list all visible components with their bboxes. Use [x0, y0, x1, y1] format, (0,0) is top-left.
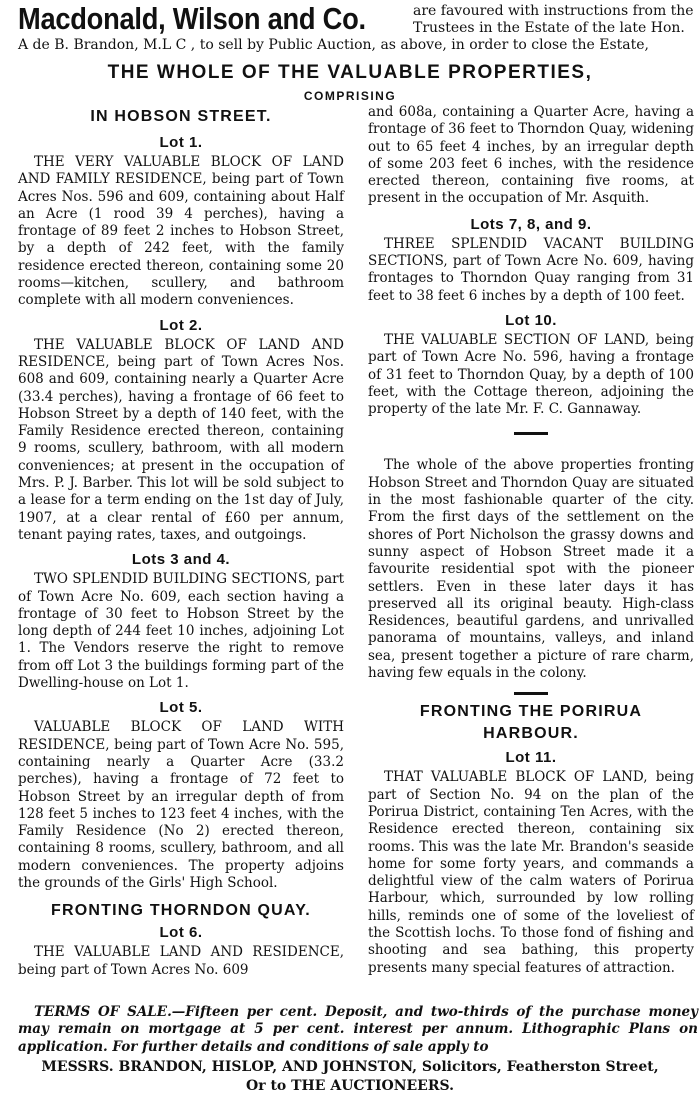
lot-heading: Lot 11. — [505, 749, 557, 767]
intro-text-line1: are favoured with instructions from the Trustees in the Estate of the late Hon. — [413, 3, 694, 36]
lot-heading: Lot 6. — [159, 924, 203, 942]
lot-description: THE VALUABLE LAND AND RESIDENCE, being part of Town Acres No. 609 — [18, 944, 344, 978]
right-column — [368, 104, 694, 977]
divider-rule — [514, 432, 548, 435]
lot-description: TWO SPLENDID BUILDING SECTIONS, part of Town Acre No. 609, each section having a frontage of 30 feet to Hobson Street by the long depth of 244 feet 10 inches, adjoining Lot 1. The Vendors reserve the right to remove from off Lot 3 the buildings forming part of the Dwelling-house on Lot 1. — [18, 571, 344, 692]
lot-heading: Lot 5. — [159, 699, 203, 717]
lot-heading: Lot 1. — [159, 134, 203, 151]
lot-heading: Lot 2. — [159, 316, 203, 334]
lot-description: VALUABLE BLOCK OF LAND WITH RESIDENCE, being part of Town Acre No. 595, containing nearly a Quarter Acre (33.2 perches), having a frontage of 72 feet to Hobson Street by an irregular depth of from 128 feet 5 inches to 123 feet 4 inches, with the Family Residence (No 2) erected thereon, containing 8 rooms, scullery, bathroom, and all modern conveniences. The property adjoins the grounds of the Girls' High School. — [18, 719, 344, 891]
lot-description-continued: and 608a, containing a Quarter Acre, having a frontage of 36 feet to Thorndon Quay, widening out to 65 feet 4 inches, by an irregular depth of some 203 feet 6 inches, with the residence erected thereon, containing five rooms, at present in the occupation of Mr. Asquith. — [368, 104, 694, 207]
section-heading-thorndon: FRONTING THORNDON QUAY. — [51, 902, 311, 920]
intro-text-line2: A de B. Brandon, M.L C , to sell by Public Auction, as above, in order to close the Estate, — [18, 37, 650, 53]
lot-heading: Lots 7, 8, and 9. — [470, 215, 592, 233]
header — [18, 2, 698, 42]
lot-description: THAT VALUABLE BLOCK OF LAND, being part of Section No. 94 on the plan of the Porirua District, containing Ten Acres, with the Residence erected thereon, containing six rooms. This was the late Mr. Brandon's seaside home for some forty years, and commands a delightful view of the calm waters of Porirua Harbour, which, surrounded by low rolling hills, reminds one of some of the loveliest of the Scottish lochs. To those fond of fishing and shooting and sea bathing, this property presents many special features of attraction. — [368, 769, 694, 976]
page-title: THE WHOLE OF THE VALUABLE PROPERTIES, — [107, 62, 593, 83]
lot-heading: Lot 10. — [505, 311, 557, 329]
solicitors-line: MESSRS. BRANDON, HISLOP, AND JOHNSTON, Solicitors, Featherston Street, — [41, 1059, 659, 1075]
terms-of-sale: TERMS OF SALE.—Fifteen per cent. Deposit, and two-thirds of the purchase money may remain on mortgage at 5 per cent. interest per annum. Lithographic Plans on application. For further details and conditions of sale apply to — [18, 1004, 698, 1055]
lot-heading: Lots 3 and 4. — [131, 551, 231, 569]
lot-description: THE VERY VALUABLE BLOCK OF LAND AND FAMILY RESIDENCE, being part of Town Acres Nos. 596 and 609, containing about Half an Acre (1 rood 39 4 perches), having a frontage of 89 feet 2 inches to Hobson Street, by a depth of 242 feet, with the family residence erected thereon, containing some 20 rooms—kitchen, scullery, and bathroom complete with all modern conveniences. — [18, 154, 344, 309]
firm-name: Macdonald, Wilson and Co. — [18, 1, 366, 36]
contact-footer — [0, 1058, 700, 1096]
properties-description: The whole of the above properties fronting Hobson Street and Thorndon Quay are situated in the most fashionable quarter of the city. From the first days of the settlement on the shores of Port Nicholson the grassy downs and sunny aspect of Hobson Street made it a favourite residential spot with the pioneer settlers. Even in these later days it has preserved all its original beauty. High-class Residences, beautiful gardens, and unrivalled panorama of mountains, valleys, and inland sea, present together a picture of rare charm, having few equals in the colony. — [368, 457, 694, 682]
lot-description: THREE SPLENDID VACANT BUILDING SECTIONS, part of Town Acre No. 609, having frontages to Thorndon Quay ranging from 31 feet to 38 feet 6 inches by a depth of 100 feet. — [368, 235, 694, 304]
divider-rule — [514, 692, 548, 695]
section-heading-hobson: IN HOBSON STREET. — [90, 108, 272, 125]
lot-description: THE VALUABLE BLOCK OF LAND AND RESIDENCE, being part of Town Acres Nos. 608 and 609, containing nearly a Quarter Acre (33.4 perches), having a frontage of 66 feet to Hobson Street by a depth of 140 feet, with the Family Residence erected thereon, containing 9 rooms, scullery, bathroom, with all modern conveniences; at present in the occupation of Mrs. P. J. Barber. This lot will be sold subject to a lease for a term ending on the 1st day of July, 1907, at a clear rental of £60 per annum, tenant paying rates, taxes, and outgoings. — [18, 336, 344, 543]
left-column — [18, 104, 344, 979]
auctioneers-line: Or to THE AUCTIONEERS. — [246, 1078, 454, 1094]
subtitle-comprising: COMPRISING — [303, 89, 397, 103]
section-heading-porirua: FRONTING THE PORIRUA HARBOUR. — [419, 703, 643, 743]
lot-description: THE VALUABLE SECTION OF LAND, being part of Town Acre No. 596, having a frontage of 31 feet to Thorndon Quay, by a depth of 100 feet, with the Cottage thereon, adjoining the property of the late Mr. F. C. Gannaway. — [368, 331, 694, 418]
